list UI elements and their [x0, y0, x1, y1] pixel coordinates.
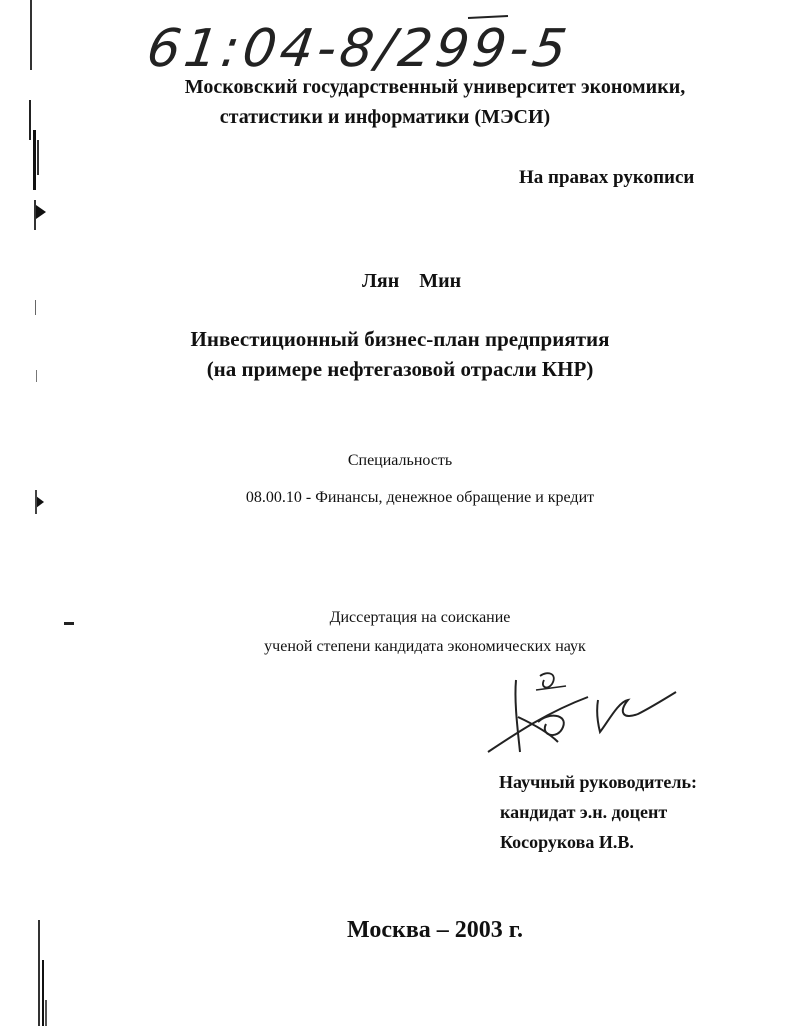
- specialty-label: Специальность: [347, 452, 453, 469]
- signature: [478, 662, 678, 762]
- author-name: Лян Мин: [362, 270, 462, 292]
- scan-edge-artifacts: [0, 0, 70, 1026]
- dissertation-title-line2: (на примере нефтегазовой отрасли КНР): [206, 357, 594, 381]
- supervisor-label: Научный руководитель:: [499, 772, 697, 792]
- supervisor-name: Косорукова И.В.: [500, 832, 634, 852]
- supervisor-degree: кандидат э.н. доцент: [500, 802, 668, 822]
- city-year: Москва – 2003 г.: [347, 917, 523, 943]
- manuscript-rights: На правах рукописи: [519, 167, 695, 188]
- handwritten-catalog-number: [143, 10, 574, 80]
- specialty-value: 08.00.10 - Финансы, денежное обращение и кредит: [245, 489, 595, 506]
- university-name-line1: Московский государственный университет экономики,: [184, 76, 686, 98]
- degree-line2: ученой степени кандидата экономических наук: [264, 638, 586, 655]
- university-name-line2: статистики и информатики (МЭСИ): [219, 106, 551, 128]
- degree-line1: Диссертация на соискание: [329, 609, 511, 626]
- svg-text:61:04-8/299-5: 61:04-8/299-5: [143, 19, 574, 79]
- dissertation-title-line1: Инвестиционный бизнес-план предприятия: [190, 327, 610, 351]
